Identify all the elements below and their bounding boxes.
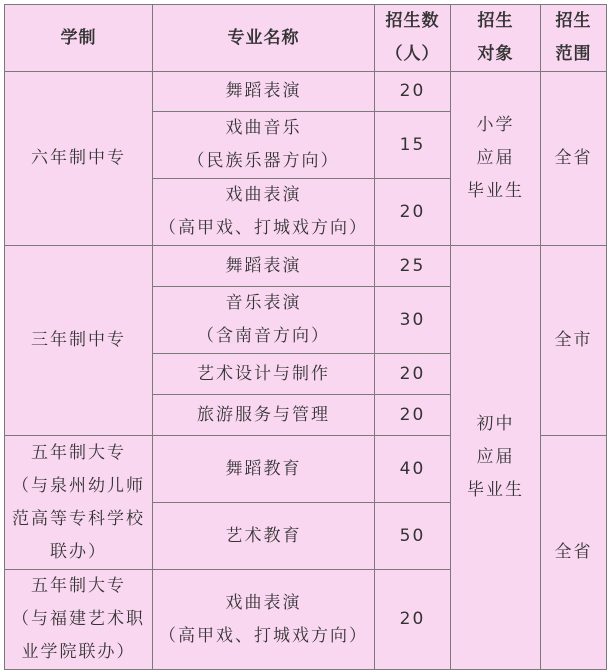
system-cell: 六年制中专	[5, 72, 153, 246]
quota-cell: 20	[375, 570, 451, 670]
header-row	[5, 5, 607, 72]
scope-cell: 全省	[541, 436, 607, 670]
major-cell: 戏曲表演 （高甲戏、打城戏方向）	[153, 570, 375, 670]
major-cell: 艺术教育	[153, 503, 375, 570]
quota-cell: 20	[375, 354, 451, 395]
major-cell: 音乐表演 （含南音方向）	[153, 287, 375, 354]
quota-cell: 15	[375, 112, 451, 179]
scope-cell: 全市	[541, 246, 607, 436]
quota-cell: 40	[375, 436, 451, 503]
target-cell: 小学 应届 毕业生	[451, 72, 541, 246]
table-row	[5, 72, 607, 112]
major-cell: 舞蹈表演	[153, 246, 375, 287]
quota-cell: 20	[375, 72, 451, 112]
quota-cell: 25	[375, 246, 451, 287]
quota-cell: 20	[375, 179, 451, 246]
header-system: 学制	[5, 5, 153, 72]
header-quota: 招生数 （人）	[375, 5, 451, 72]
major-cell: 艺术设计与制作	[153, 354, 375, 395]
system-cell: 五年制大专 （与福建艺术职 业学院联办）	[5, 570, 153, 670]
header-scope: 招生 范围	[541, 5, 607, 72]
major-cell: 舞蹈表演	[153, 72, 375, 112]
system-cell: 五年制大专 （与泉州幼儿师 范高等专科学校 联办）	[5, 436, 153, 570]
header-target: 招生 对象	[451, 5, 541, 72]
enrollment-table	[4, 4, 607, 670]
scope-cell: 全省	[541, 72, 607, 246]
major-cell: 旅游服务与管理	[153, 395, 375, 436]
major-cell: 戏曲音乐 （民族乐器方向）	[153, 112, 375, 179]
table-row	[5, 246, 607, 287]
header-major: 专业名称	[153, 5, 375, 72]
target-cell: 初中 应届 毕业生	[451, 246, 541, 670]
system-cell: 三年制中专	[5, 246, 153, 436]
quota-cell: 20	[375, 395, 451, 436]
major-cell: 戏曲表演 （高甲戏、打城戏方向）	[153, 179, 375, 246]
quota-cell: 50	[375, 503, 451, 570]
quota-cell: 30	[375, 287, 451, 354]
major-cell: 舞蹈教育	[153, 436, 375, 503]
